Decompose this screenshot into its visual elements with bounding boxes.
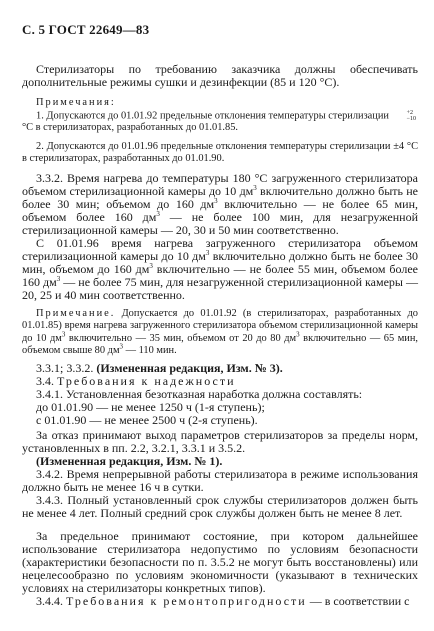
paragraph-3-4-1: 3.4.1. Установленная безотказная наработка должна составлять: [36, 386, 363, 401]
paragraph-failure-definition: За отказ принимают выход параметров стерилизаторов за пределы норм, установленных в пп. 2.2, 3.2.1, 3.3.1 и 3.5.2. [22, 427, 418, 455]
paragraph-optional-modes: Стерилизаторы по требованию заказчика должны обеспечивать дополнительные режимы сушки и дезинфекции (85 и 120 °С). [22, 62, 418, 89]
paragraph-from-1996: С 01.01.96 время нагрева загруженного стерилизатора объемом стерилизационной камеры до 10 $дм^3$ включительно должно быть не более 30 мин, объемом до 160 $дм^3$ включительно — не более 55 мин, объемом более 160 $дм^3$ — не более 75 мин, для незагруженной стерилизационной камеры — 20, 25 и 40 мин соответственно. [22, 235, 419, 302]
page-header: С. 5 ГОСТ 22649—83 [22, 22, 150, 37]
amendment-3: 3.3.1; 3.3.2. (Измененная редакция, Изм. № 3). [36, 360, 283, 375]
tolerance-superscript: +2 −10 [406, 109, 416, 122]
paragraph-3-3-2: 3.3.2. Время нагрева до температуры 180 °С загруженного стерилизатора объемом стерилизационной камеры до 10 $дм^3$ включительно должно быть не более 30 мин; объемом до 160 $дм^3$ включительно — не более 65 мин, объемом более 160 $дм^3$ — не более 100 мин, для незагруженной стерилизационной камеры — 20, 30 и 50 мин соответственно. [22, 170, 418, 237]
note-1: 1. Допускаются до 01.01.92 предельные отклонения температуры стерилизации +2 −10 °С в стерилизаторах, разработанных до 01.01.85. [22, 109, 416, 134]
list-item-stage-2: с 01.01.90 — не менее 2500 ч (2-я ступень). [36, 412, 258, 427]
note-2: 2. Допускаются до 01.01.96 предельные отклонения температуры стерилизации ±4 °С в стерилизаторах, разработанных до 01.01.90. [22, 140, 418, 165]
list-item-stage-1: до 01.01.90 — не менее 1250 ч (1-я ступень); [36, 399, 265, 414]
notes-title: Примечания: [36, 97, 116, 108]
section-3-4-heading: 3.4. Требования к надежности [36, 373, 236, 388]
paragraph-3-4-3: 3.4.3. Полный установленный срок службы стерилизаторов должен быть не менее 4 лет. Полный средний срок службы должен быть не менее 8 лет. [22, 492, 418, 520]
paragraph-limit-state: За предельное принимают состояние, при котором дальнейшее использование стерилизатора недопустимо по условиям безопасности (характеристики безопасности по п. 3.5.2 не могут быть восстановлены) или нецелесообразно по условиям экономичности (указывают в технических условиях на стерилизаторы конкретных типов). [22, 528, 418, 595]
paragraph-3-4-2: 3.4.2. Время непрерывной работы стерилизатора в режиме использования должно быть не менее 16 ч в сутки. [22, 466, 418, 494]
note-3: Примечание. Допускается до 01.01.92 (в стерилизаторах, разработанных до 01.01.85) время нагрева загруженного стерилизатора объемом стерилизационной камеры до 10 $дм^3$ включительно — 35 мин, объемом от 20 до 80 $дм^3$ включительно — 65 мин, объемом свыше 80 $дм^3$ — 110 мин. [22, 307, 419, 357]
page-content [22, 63, 418, 608]
amendment-1: (Измененная редакция, Изм. № 1). [36, 453, 223, 468]
paragraph-3-4-4: 3.4.4. Требования к ремонтопригодности — в соответствии с [36, 593, 410, 608]
